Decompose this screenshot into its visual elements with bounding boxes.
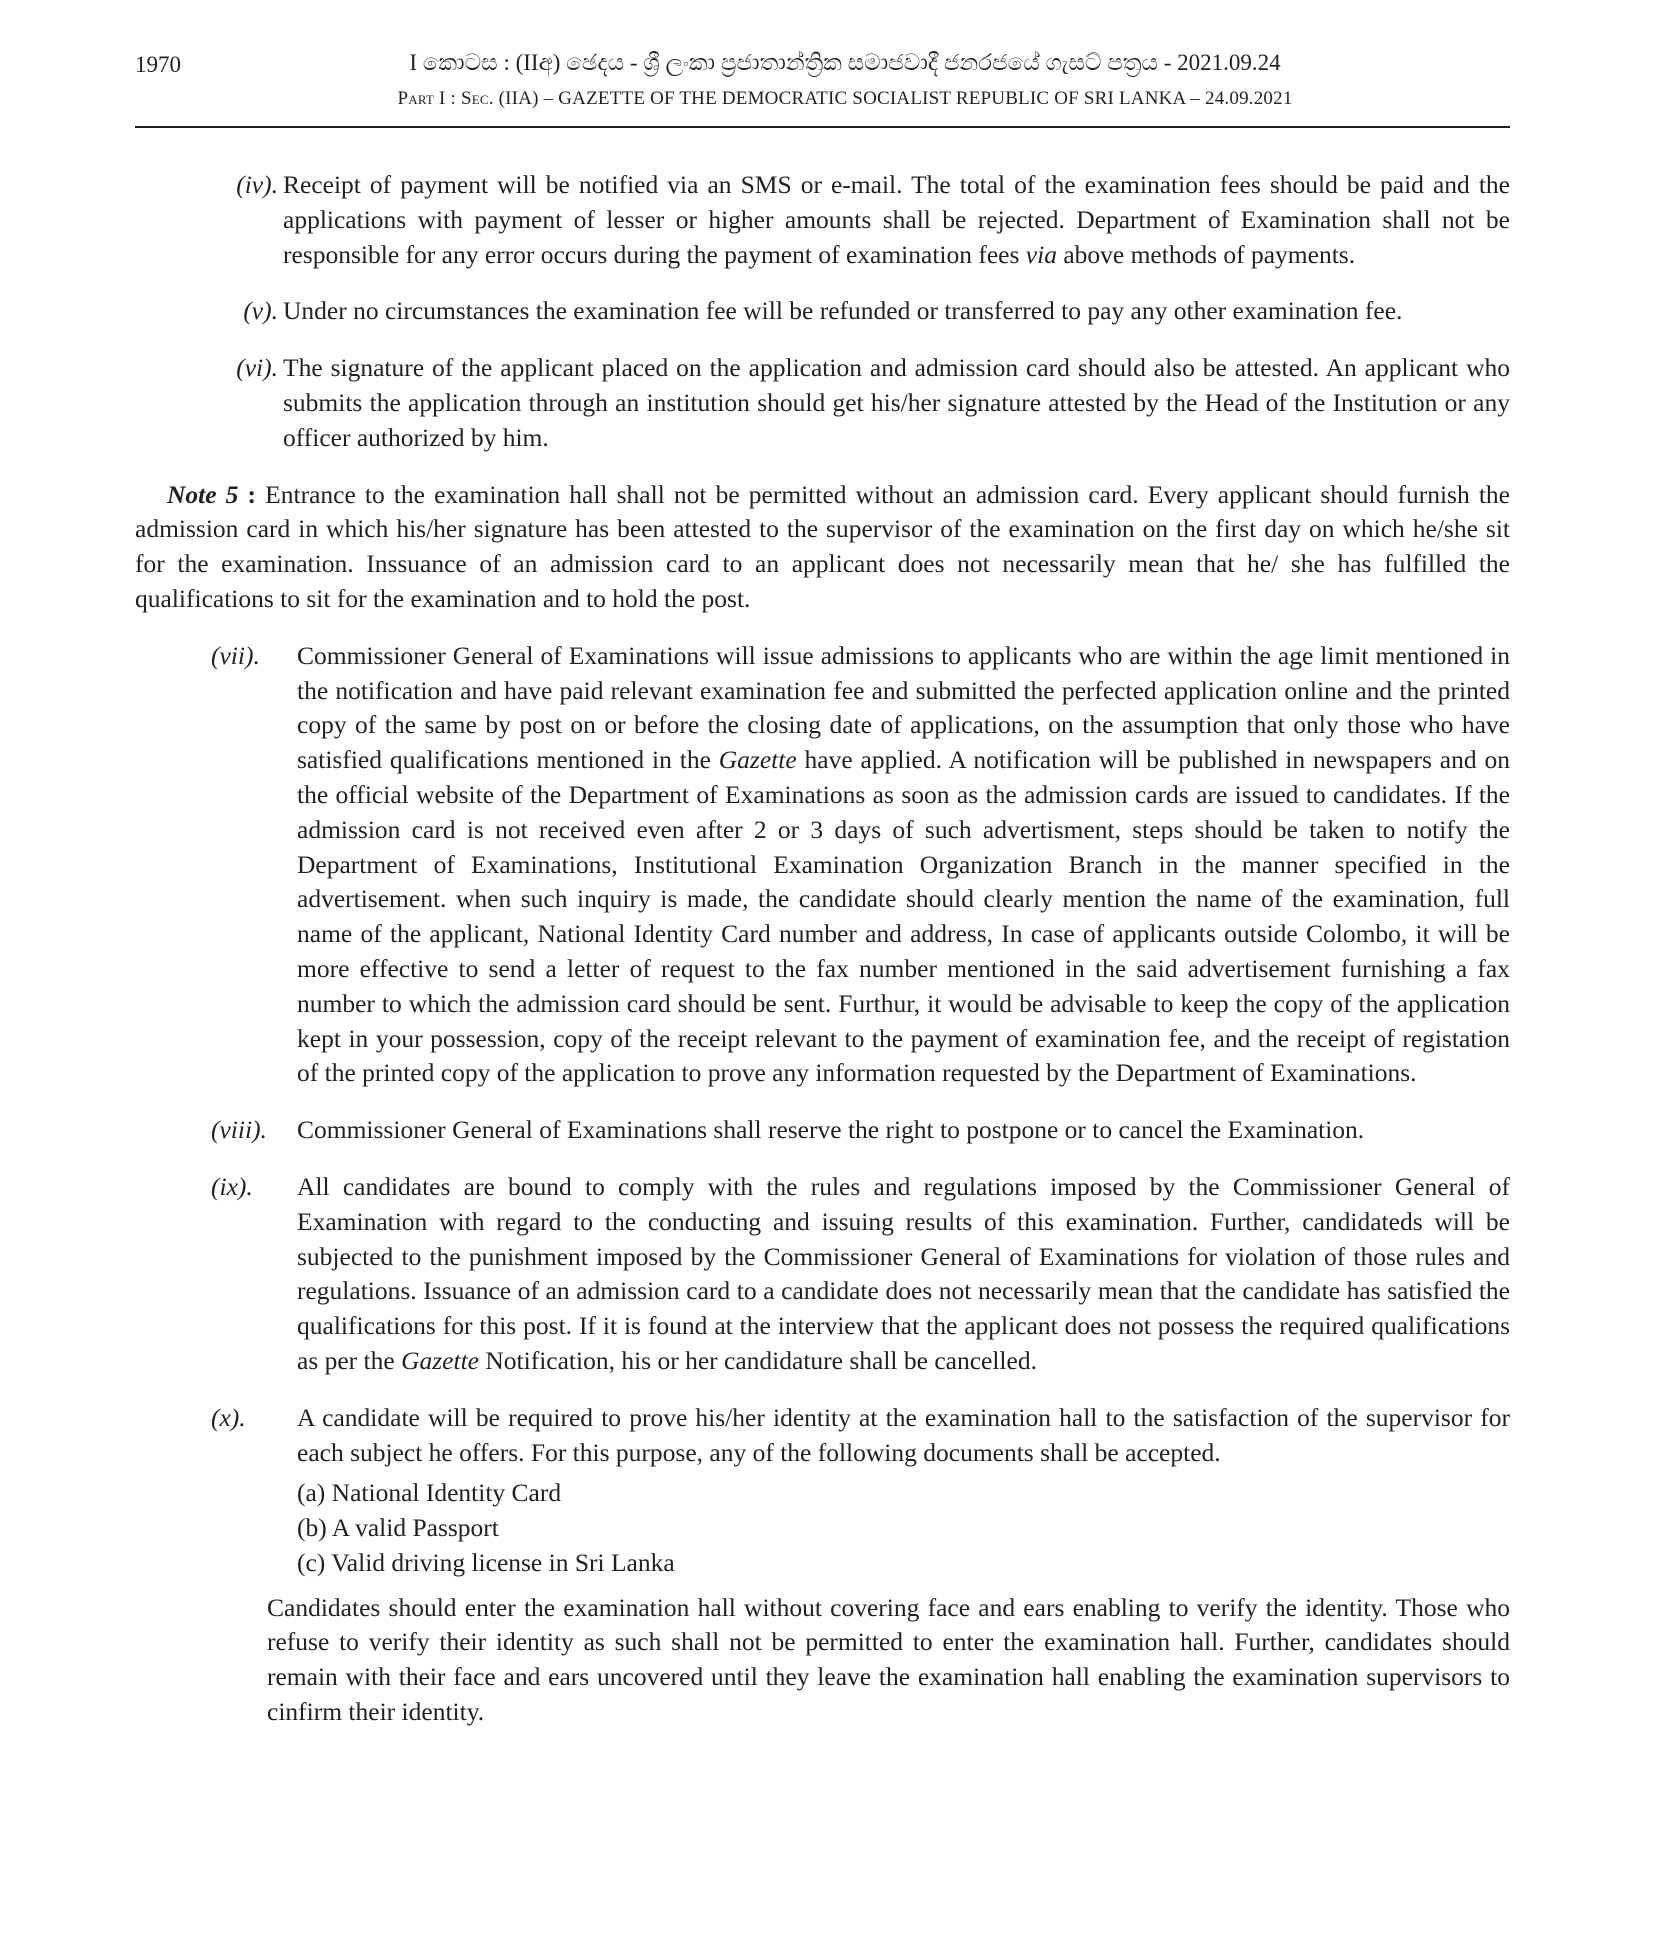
list-item: (c) Valid driving license in Sri Lanka: [297, 1547, 675, 1577]
note-colon: :: [238, 479, 266, 509]
clause-label: (ix).: [211, 1171, 253, 1201]
list-item: (a) National Identity Card: [297, 1478, 562, 1508]
header-title-english: Part I : Sec. (IIA) – GAZETTE OF THE DEMOCRATIC SOCIALIST REPUBLIC OF SRI LANKA – 24.09.2021: [397, 88, 1293, 109]
clause-text: The signature of the applicant placed on the application and admission card should also be attested. An applicant who submits the application through an institution should get his/her signature attested by the Head of the Institution or any officer authorized by him.: [283, 353, 1510, 452]
clause-text: [283, 168, 1510, 272]
clause-vii: [135, 639, 1510, 1091]
clause-vi: [135, 351, 1510, 455]
clause-text-italic: via: [1025, 239, 1057, 269]
clause-label: (vi).: [236, 353, 278, 383]
clause-text-part: above methods of payments.: [1056, 239, 1356, 269]
gazette-page: [135, 44, 1510, 1730]
clause-text-italic: Gazette: [401, 1345, 479, 1375]
clause-label: (vii).: [211, 640, 260, 670]
list-item: (b) A valid Passport: [297, 1513, 499, 1543]
clause-text: [297, 1170, 1510, 1379]
identity-paragraph: Candidates should enter the examination hall without covering face and ears enabling to verify the identity. Those who refuse to verify their identity as such shall not be permitted to enter the examination hall. Further, candidates should remain with their face and ears uncovered until they leave the examination hall enabling the examination supervisors to cinfirm their identity.: [267, 1592, 1510, 1727]
header-part: Part I: [397, 88, 446, 109]
header-title-sinhala: I කොටස : (IIඅ) ඡෙදය - ශ්‍රී ලංකා ප්‍රජාතාන්ත්‍රික සමාජවාදී ජනරජයේ ගැසට් පත්‍රය - 2021.09.24: [409, 50, 1281, 75]
note-text: Entrance to the examination hall shall not be permitted without an admission card. Every applicant should furnish the admission card in which his/her signature has been attested to the supervisor of the examination on the first day on which he/she sit for the examination. Inssuance of an admission card to an applicant does not necessarily mean that he/ she has fulfilled the qualifications to sit for the examination and to hold the post.: [135, 479, 1510, 613]
clause-text-part: All candidates are bound to comply with the rules and regulations imposed by the Commissioner General of Examination with regard to the conducting and issuing results of this examination. Further, candidateds will be subjected to the punishment imposed by the Commissioner General of Examinations for violation of those rules and regulations. Issuance of an admission card to a candidate does not necessarily mean that the candidate has satisfied the qualifications for this post. If it is found at the interview that the applicant does not possess the required qualifications as per the: [297, 1171, 1510, 1375]
clause-label: (x).: [211, 1402, 246, 1432]
clause-text-italic: Gazette: [718, 745, 797, 775]
clause-x: [135, 1401, 1510, 1471]
header-sec: Sec.: [460, 88, 494, 109]
header-title-rest: (IIA) – GAZETTE OF THE DEMOCRATIC SOCIALIST REPUBLIC OF SRI LANKA – 24.09.2021: [493, 88, 1293, 109]
clause-text-part: Receipt of payment will be notified via an SMS or e-mail. The total of the examination fees should be paid and the applications with payment of lesser or higher amounts shall be rejected. Department of Examination shall not be responsible for any error occurs during the payment of examination fees: [283, 170, 1510, 269]
clause-ix: [135, 1170, 1510, 1379]
document-body: [135, 168, 1510, 1730]
page-number: 1970: [135, 52, 181, 77]
clause-text: Commissioner General of Examinations shall reserve the right to postpone or to cancel the Examination.: [297, 1115, 1365, 1145]
clause-label: (viii).: [211, 1115, 267, 1145]
clause-label: (iv).: [236, 170, 278, 199]
accepted-documents-list: [297, 1476, 1510, 1580]
clause-viii: [135, 1113, 1510, 1148]
note-label: Note 5: [167, 479, 239, 509]
clause-text: Under no circumstances the examination fee will be refunded or transferred to pay any other examination fee.: [283, 296, 1403, 326]
clause-text: A candidate will be required to prove his/her identity at the examination hall to the satisfaction of the supervisor for each subject he offers. For this purpose, any of the following documents shall be accepted.: [297, 1402, 1510, 1467]
clause-text-part: Notification, his or her candidature shall be cancelled.: [479, 1345, 1037, 1375]
note-5: [135, 478, 1510, 617]
clause-iv: [135, 168, 1510, 272]
clause-text-part: have applied. A notification will be published in newspapers and on the official website of the Department of Examinations as soon as the admission cards are issued to candidates. If the admission card is not received even after 2 or 3 days of such advertisment, steps should be taken to notify the Department of Examinations, Institutional Examination Organization Branch in the manner specified in the advertisement. when such inquiry is made, the candidate should clearly mention the name of the examination, full name of the applicant, National Identity Card number and address, In case of applicants outside Colombo, it will be more effective to send a letter of request to the fax number mentioned in the said advertisement furnishing a fax number to which the admission card should be sent. Furthur, it would be advisable to keep the copy of the application kept in your possession, copy of the receipt relevant to the payment of examination fee, and the receipt of registation of the printed copy of the application to prove any information requested by the Department of Examinations.: [297, 745, 1510, 1088]
clause-v: [135, 294, 1510, 329]
clause-text-part: Commissioner General of Examinations will issue admissions to applicants who are within the age limit mentioned in the notification and have paid relevant examination fee and submitted the perfected application online and the printed copy of the same by post on or before the closing date of applications, on the assumption that only those who have satisfied qualifications mentioned in the: [297, 640, 1510, 775]
clause-label: (v).: [243, 296, 278, 326]
page-header: [135, 44, 1510, 128]
clause-text: [297, 639, 1510, 1091]
